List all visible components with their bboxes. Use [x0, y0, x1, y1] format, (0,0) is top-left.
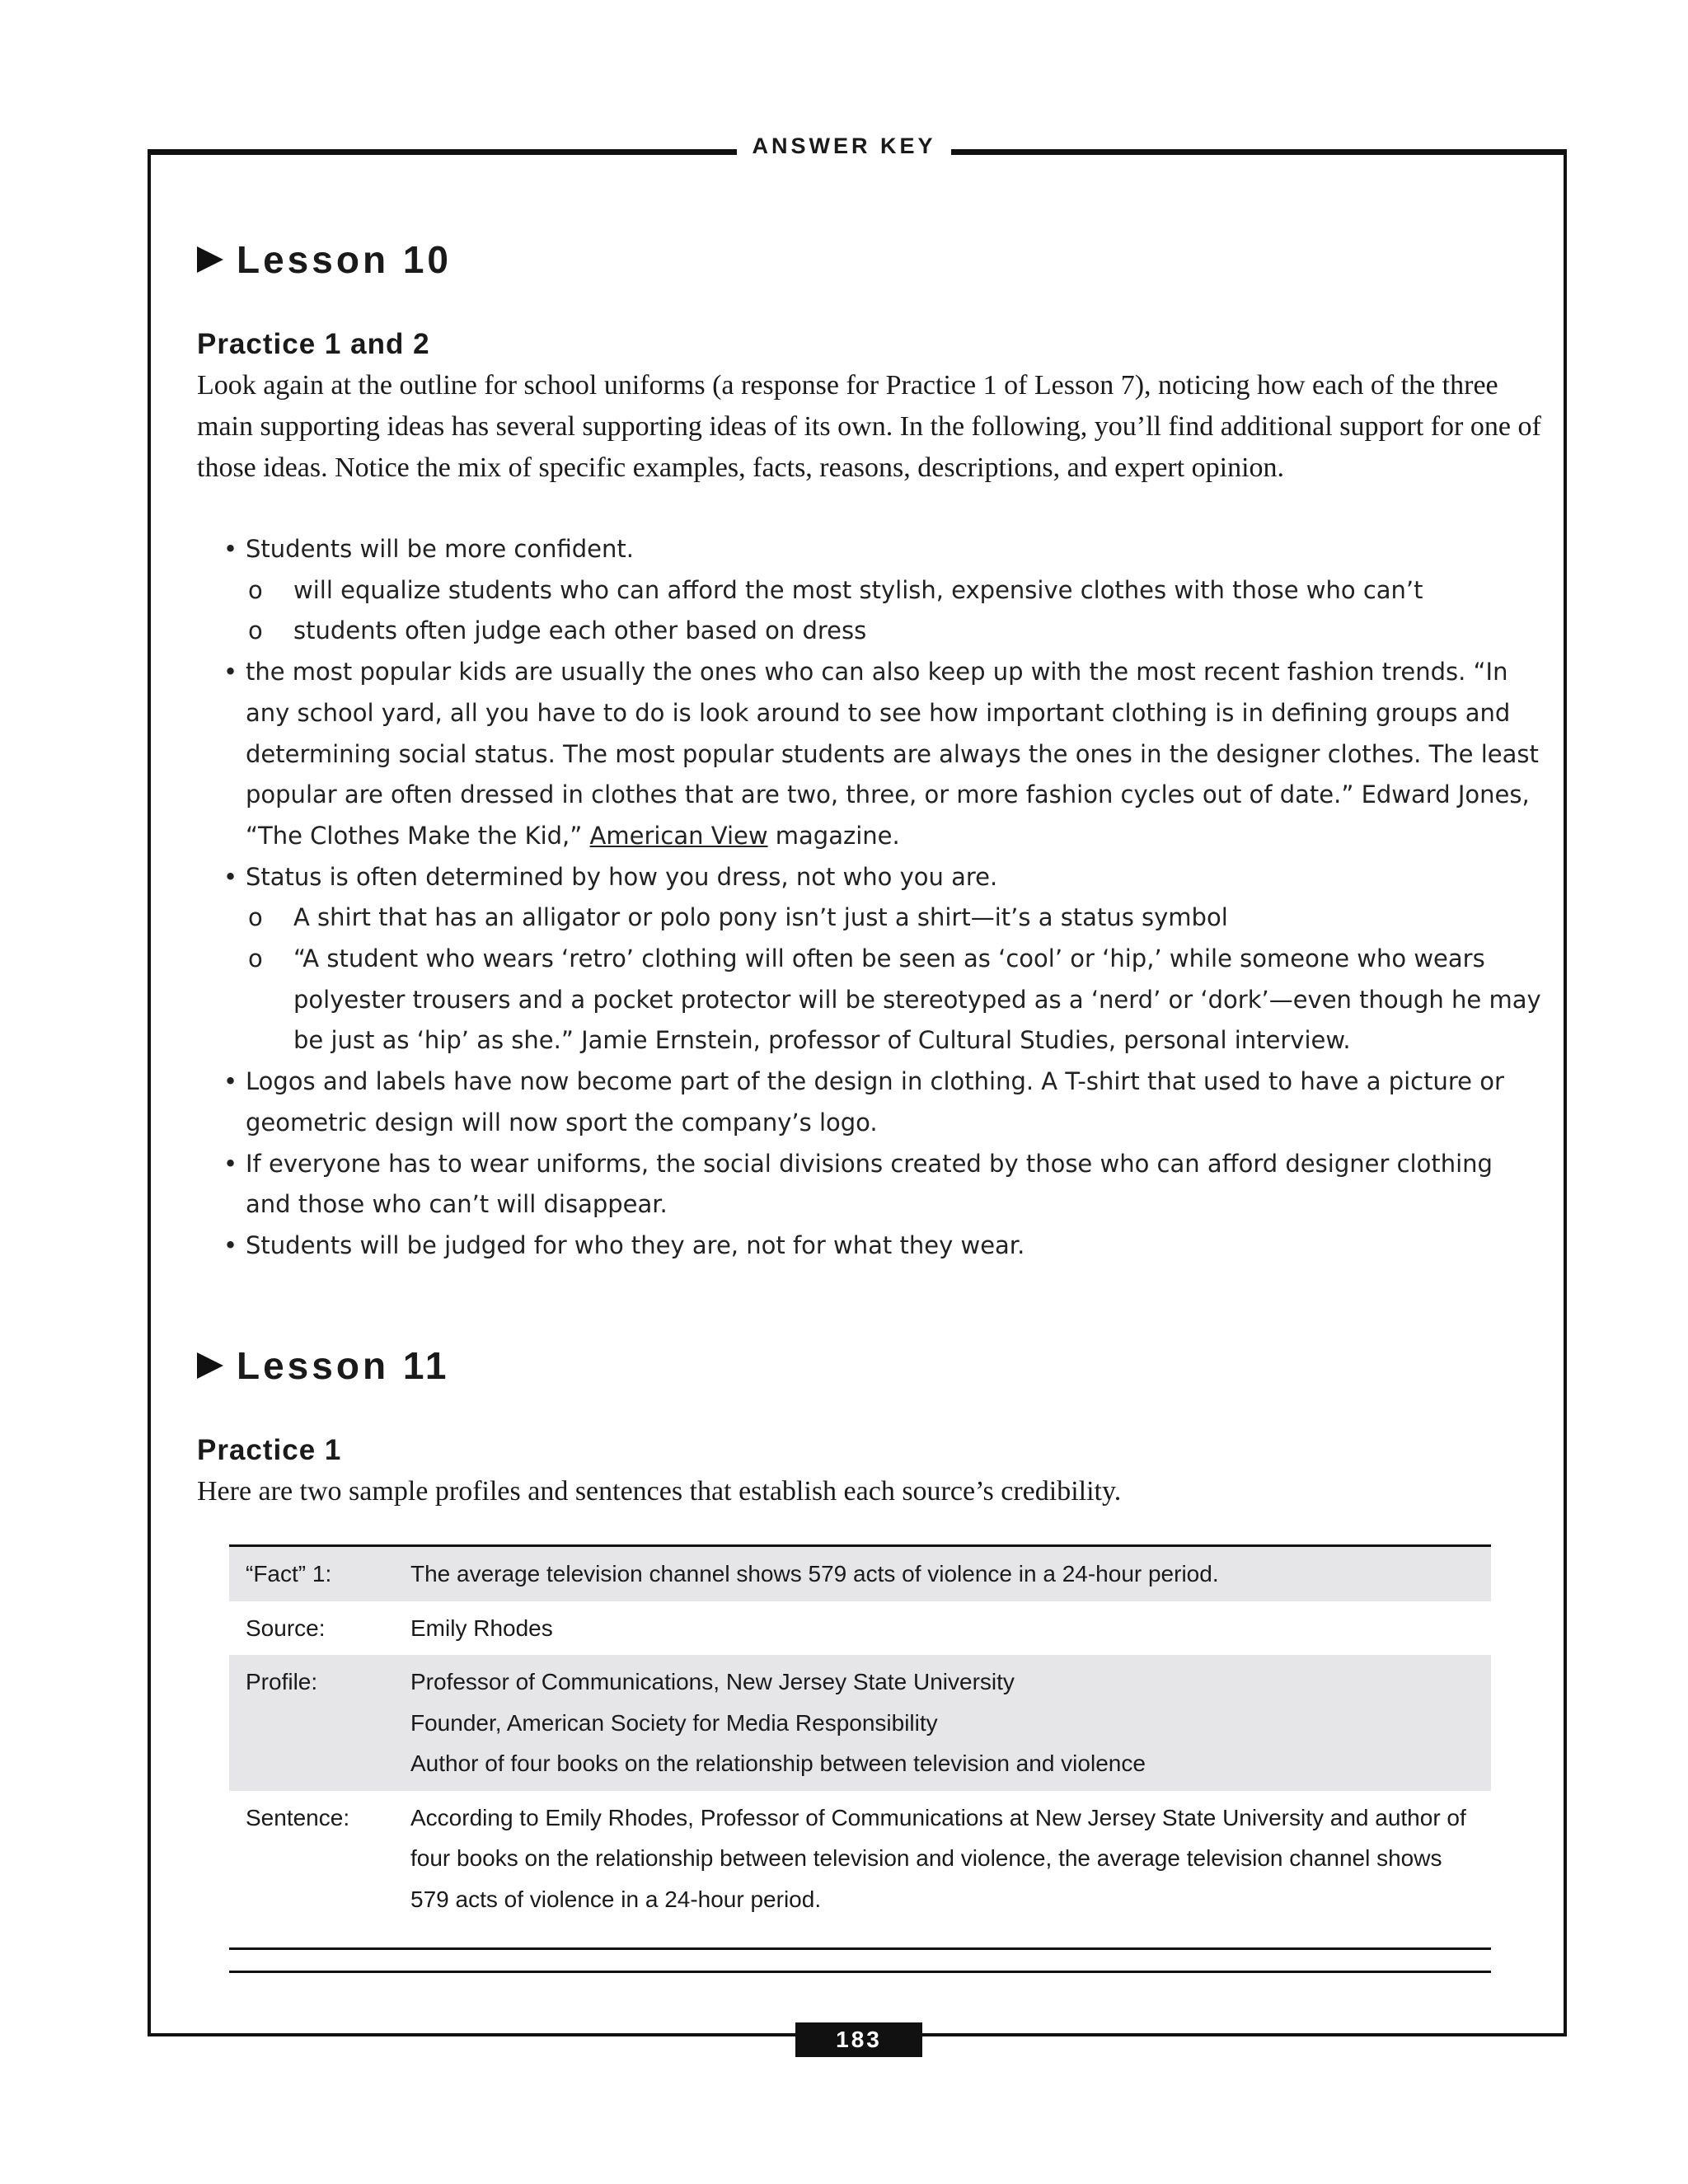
bullet-item — [223, 1144, 1542, 1226]
row-value: According to Emily Rhodes, Professor of Communications at New Jersey State University and author of four books on the relationship between television and violence, the average television channel shows 579 acts of violence in a 24-hour period. — [410, 1804, 1466, 1912]
lesson-title: Lesson 10 — [237, 238, 452, 281]
sub-bullet-marker: o — [248, 944, 263, 973]
profile-line: Professor of Communications, New Jersey State University — [410, 1669, 1015, 1694]
table-row-source — [229, 1601, 1491, 1656]
page-number: 183 — [795, 2022, 922, 2057]
practice-heading: Practice 1 and 2 — [197, 328, 430, 360]
item-text: will equalize students who can afford the most stylish, expensive clothes with those who can’t — [293, 575, 1423, 604]
row-value: Emily Rhodes — [410, 1615, 553, 1641]
row-label: Profile: — [246, 1669, 318, 1694]
item-text: magazine. — [767, 821, 900, 850]
item-text: Status is often determined by how you dress, not who you are. — [246, 862, 998, 891]
bullet-item — [223, 1226, 1542, 1267]
profile-line: Founder, American Society for Media Responsibility — [410, 1709, 938, 1736]
item-text: Students will be more confident. — [246, 535, 634, 563]
item-text: Logos and labels have now become part of the design in clothing. A T-shirt that used to have a picture or geometric design will now sport the company’s logo. — [246, 1067, 1504, 1137]
row-label: Sentence: — [246, 1804, 350, 1830]
item-text: students often judge each other based on dress — [293, 616, 867, 645]
lesson-10-intro: Look again at the outline for school uniforms (a response for Practice 1 of Lesson 7), noticing how each of the three main supporting ideas has several supporting ideas of its own. In the following, you’ll find additional support for one of those ideas. Notice the mix of specific examples, facts, reasons, descriptions, and expert opinion. — [197, 370, 1541, 483]
table-row-profile — [229, 1655, 1491, 1791]
bullet-item — [223, 529, 1542, 570]
bullet-item — [223, 1062, 1542, 1143]
profile-line: Author of four books on the relationship between television and violence — [410, 1750, 1146, 1776]
lesson-11-intro: Here are two sample profiles and sentences that establish each source’s credibility. — [197, 1476, 1122, 1507]
sub-bullet-marker: o — [248, 903, 263, 932]
row-label: Source: — [246, 1615, 326, 1641]
item-text: Students will be judged for who they are, not for what they wear. — [246, 1230, 1025, 1259]
row-value: The average television channel shows 579 acts of violence in a 24-hour period. — [410, 1561, 1219, 1586]
triangle-icon — [197, 1352, 223, 1379]
sub-bullet-item — [223, 611, 1542, 652]
bullet-item — [223, 652, 1542, 857]
sub-bullet-item — [223, 898, 1542, 939]
header-text: ANSWER KEY — [737, 134, 950, 158]
lesson-11-heading — [197, 1343, 449, 1388]
row-label: “Fact” 1: — [246, 1561, 332, 1586]
sub-bullet-item — [223, 570, 1542, 612]
bullet-item — [223, 857, 1542, 898]
table-row-sentence — [229, 1791, 1491, 1927]
item-text: the most popular kids are usually the ones who can also keep up with the most recent fashion trends. “In any school yard, all you have to do is look around to see how important clothing is in defining groups and determining social status. The most popular students are always the ones in the designer clothes. The least popular are often dressed in clothes that are two, three, or more fashion cycles out of date.” Edward Jones, “The Clothes Make the Kid,” — [246, 658, 1539, 850]
item-text: “A student who wears ‘retro’ clothing will often be seen as ‘cool’ or ‘hip,’ while someone who wears polyester trousers and a pocket protector will be stereotyped as a ‘nerd’ or ‘dork’—even though he may be just as ‘hip’ as she.” Jamie Ernstein, professor of Cultural Studies, personal interview. — [293, 944, 1541, 1055]
publication-title: American View — [589, 821, 768, 850]
practice-heading: Practice 1 — [197, 1434, 342, 1466]
item-text: A shirt that has an alligator or polo pony isn’t just a shirt—it’s a status symbol — [293, 903, 1228, 932]
sub-bullet-marker: o — [248, 575, 263, 604]
credibility-table — [229, 1544, 1491, 1926]
sub-bullet-marker: o — [248, 616, 263, 645]
triangle-icon — [197, 246, 223, 273]
table-row-fact — [229, 1546, 1491, 1601]
table-bottom-rule — [229, 1947, 1491, 1950]
table-bottom-rule — [229, 1971, 1491, 1973]
item-text: If everyone has to wear uniforms, the social divisions created by those who can afford designer clothing and those who can’t will disappear. — [246, 1149, 1493, 1219]
sub-bullet-item — [223, 939, 1542, 1062]
lesson-title: Lesson 11 — [237, 1344, 450, 1387]
lesson-10-heading — [197, 237, 452, 282]
outline-list — [223, 529, 1542, 1267]
answer-key-header — [0, 134, 1688, 159]
row-value — [394, 1655, 1491, 1791]
